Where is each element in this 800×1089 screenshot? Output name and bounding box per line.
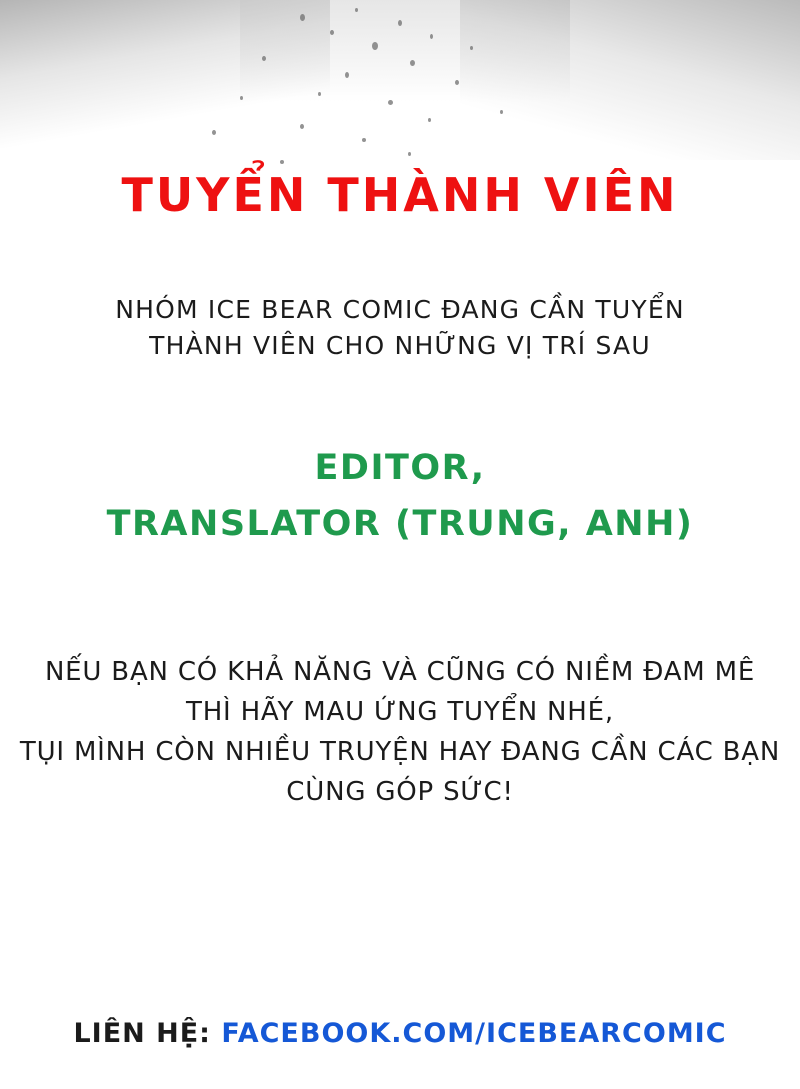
- speck: [318, 92, 321, 96]
- gradient-shade-middle: [240, 0, 570, 120]
- body-line-1: NẾU BẠN CÓ KHẢ NĂNG VÀ CŨNG CÓ NIỀM ĐAM MÊ: [44, 657, 756, 687]
- body-line-3: TỤI MÌNH CÒN NHIỀU TRUYỆN HAY ĐANG CẦN CÁC BẠN: [19, 737, 781, 767]
- speck: [408, 152, 411, 156]
- speck: [212, 130, 216, 135]
- speck: [300, 124, 304, 129]
- speck: [470, 46, 473, 50]
- roles-text: [0, 440, 800, 552]
- speck: [398, 20, 402, 26]
- speck: [455, 80, 459, 85]
- speck: [372, 42, 378, 50]
- speck: [345, 72, 349, 78]
- speck: [500, 110, 503, 114]
- body-text: [0, 652, 800, 812]
- speck: [362, 138, 366, 142]
- speck: [240, 96, 243, 100]
- speck: [388, 100, 393, 105]
- speck: [410, 60, 415, 66]
- speck: [355, 8, 358, 12]
- body-line-4: CÙNG GÓP SỨC!: [286, 777, 514, 807]
- page-title: TUYỂN THÀNH VIÊN: [121, 168, 679, 222]
- role-line-2: TRANSLATOR (TRUNG, ANH): [106, 504, 694, 544]
- speck: [262, 56, 266, 61]
- gradient-shade-left: [0, 0, 330, 150]
- speck: [300, 14, 305, 21]
- contact-label: LIÊN HỆ:: [73, 1018, 211, 1049]
- speck: [430, 34, 433, 39]
- intro-line-1: NHÓM ICE BEAR COMIC ĐANG CẦN TUYỂN: [115, 295, 685, 324]
- intro-line-2: THÀNH VIÊN CHO NHỮNG VỊ TRÍ SAU: [149, 331, 651, 360]
- gradient-shade-right: [460, 0, 800, 160]
- intro-text: [0, 292, 800, 364]
- speck: [330, 30, 334, 35]
- contact-line: [0, 1018, 800, 1049]
- body-line-2: THÌ HÃY MAU ỨNG TUYỂN NHÉ,: [186, 697, 614, 727]
- speck: [280, 160, 284, 164]
- facebook-link[interactable]: FACEBOOK.COM/ICEBEARCOMIC: [221, 1018, 727, 1049]
- speck: [428, 118, 431, 122]
- role-line-1: EDITOR,: [314, 448, 486, 488]
